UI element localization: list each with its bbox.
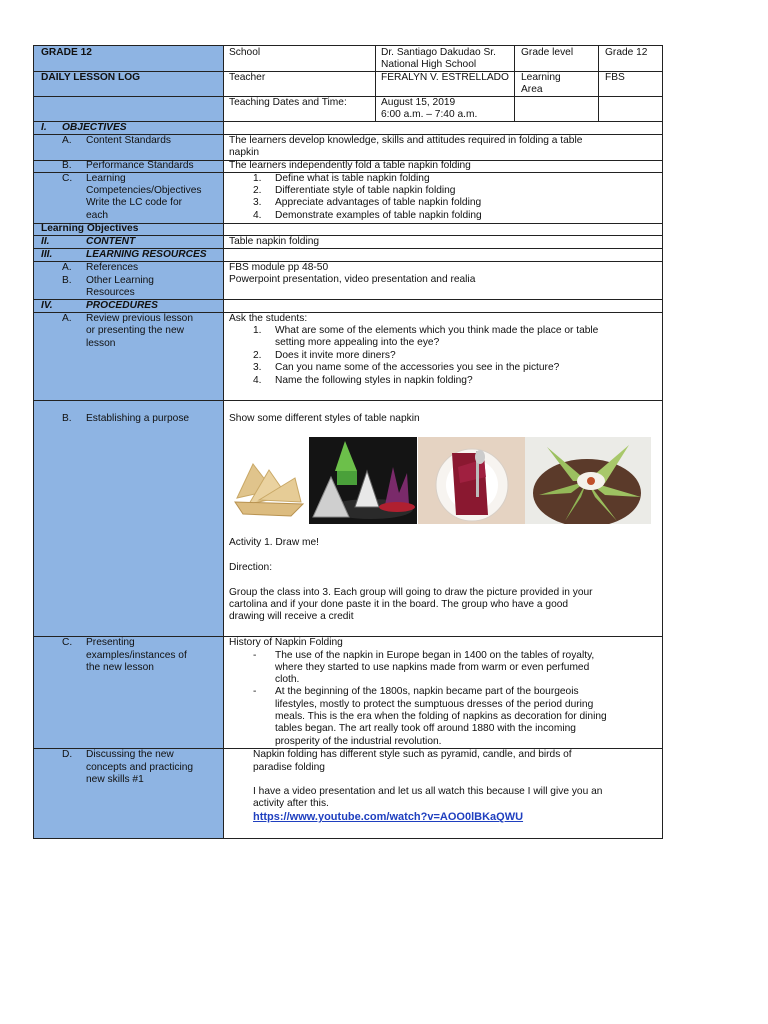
objectives-num: I. (41, 122, 47, 133)
napkin-photo-dark-set (309, 437, 417, 524)
a-intro: Ask the students: (229, 313, 308, 324)
procedures-num: IV. (41, 300, 53, 311)
youtube-link-wrap (253, 811, 523, 825)
ps-value: The learners independently fold a table napkin folding (229, 160, 471, 171)
grade-level-value: Grade 12 (605, 47, 648, 58)
b-activity: Activity 1. Draw me! (229, 537, 320, 548)
c-title: History of Napkin Folding (229, 637, 343, 648)
lc-label-3: Write the LC code for (86, 197, 183, 208)
content-num: II. (41, 236, 50, 247)
teacher-label: Teacher (229, 72, 266, 83)
dll-label: DAILY LESSON LOG (41, 72, 141, 83)
c-b2-line1: At the beginning of the 1800s, napkin became part of the bourgeois (275, 686, 579, 697)
c-b2-line2: lifestyles, mostly to protect the sumptuous dresses of the period during (275, 699, 594, 710)
cs-value-2: napkin (229, 147, 260, 158)
a-q2: Does it invite more diners? (275, 350, 396, 361)
cs-label: Content Standards (86, 135, 171, 146)
cs-letter: A. (62, 135, 72, 146)
lc-item-text: Appreciate advantages of table napkin folding (275, 197, 482, 208)
school-value-line2: National High School (381, 59, 477, 70)
a-q3-num: 3. (253, 362, 262, 373)
c-b1-line2: where they started to use napkins made from warm or even perfumed (275, 662, 590, 673)
c-bullet-2-dash: - (253, 686, 257, 697)
d-text-3: I have a video presentation and let us all watch this because I will give you an (253, 786, 603, 797)
a-q3: Can you name some of the accessories you see in the picture? (275, 362, 560, 373)
lc-item-num: 3. (253, 197, 262, 208)
c-label-2: examples/instances of (86, 650, 187, 661)
c-bullet-1-dash: - (253, 650, 257, 661)
lc-item-num: 2. (253, 185, 262, 196)
c-label-3: the new lesson (86, 662, 154, 673)
c-b1-line3: cloth. (275, 674, 300, 685)
a-q4-num: 4. (253, 375, 262, 386)
a-q2-num: 2. (253, 350, 262, 361)
a-q1-num: 1. (253, 325, 262, 336)
grade-label: GRADE 12 (41, 47, 92, 58)
ps-label: Performance Standards (86, 160, 194, 171)
b-direction: Direction: (229, 562, 273, 573)
lc-label-2: Competencies/Objectives (86, 185, 202, 196)
lc-item-num: 1. (253, 173, 262, 184)
d-label-1: Discussing the new (86, 749, 174, 760)
lc-item-num: 4. (253, 210, 262, 221)
a-q4: Name the following styles in napkin folding? (275, 375, 473, 386)
grade-level-label: Grade level (521, 47, 574, 58)
b-label: Establishing a purpose (86, 413, 190, 424)
b-text-1: Group the class into 3. Each group will going to draw the picture provided in your (229, 587, 593, 598)
teacher-value: FERALYN V. ESTRELLADO (381, 72, 509, 83)
lc-label-1: Learning (86, 173, 126, 184)
c-b1-line1: The use of the napkin in Europe began in 1400 on the tables of royalty, (275, 650, 595, 661)
ref-label: References (86, 262, 139, 273)
c-b2-line3: meals. This is the era when the folding of napkins as decoration for dining (275, 711, 607, 722)
ref-letter: A. (62, 262, 72, 273)
d-text-1: Napkin folding has different style such as pyramid, candle, and birds of (253, 749, 572, 760)
other-label-2: Resources (86, 287, 135, 298)
napkin-photo-tan-fan (229, 460, 309, 524)
a-q1-line2: setting more appealing into the eye? (275, 337, 440, 348)
c-letter: C. (62, 637, 73, 648)
b-text-2: cartolina and if your done paste it in the board. The group who have a good (229, 599, 569, 610)
learning-area-label-1: Learning (521, 72, 561, 83)
dates-value-2: 6:00 a.m. – 7:40 a.m. (381, 109, 478, 120)
school-label: School (229, 47, 261, 58)
other-letter: B. (62, 275, 72, 286)
other-value: Powerpoint presentation, video presentation and realia (229, 274, 476, 285)
lc-item-text: Define what is table napkin folding (275, 173, 430, 184)
objectives-title: OBJECTIVES (62, 122, 127, 133)
ps-letter: B. (62, 160, 72, 171)
learning-area-value: FBS (605, 72, 625, 83)
b-text-3: drawing will receive a credit (229, 611, 354, 622)
resources-title: LEARNING RESOURCES (86, 249, 207, 260)
a-letter: A. (62, 313, 72, 324)
header-blue-cell-empty (34, 97, 223, 122)
a-label-2: or presenting the new (86, 325, 184, 336)
lc-item-text: Demonstrate examples of table napkin folding (275, 210, 482, 221)
a-label-1: Review previous lesson (86, 313, 194, 324)
content-value: Table napkin folding (229, 236, 320, 247)
c-label-1: Presenting (86, 637, 135, 648)
d-text-4: activity after this. (253, 798, 329, 809)
d-label-3: new skills #1 (86, 774, 144, 785)
napkin-photo-red-plate (418, 437, 525, 524)
other-label-1: Other Learning (86, 275, 154, 286)
c-b2-line4: tables began. The art really took off around 1880 with the incoming (275, 723, 576, 734)
school-value-line1: Dr. Santiago Dakudao Sr. (381, 47, 496, 58)
d-label-2: concepts and practicing (86, 762, 194, 773)
a-q1-line1: What are some of the elements which you think made the place or table (275, 325, 599, 336)
content-title: CONTENT (86, 236, 136, 247)
d-letter: D. (62, 749, 73, 760)
lc-label-4: each (86, 210, 109, 221)
dates-value-1: August 15, 2019 (381, 97, 456, 108)
c-b2-line5: prosperity of the industrial revolution. (275, 736, 442, 747)
youtube-link[interactable]: https://www.youtube.com/watch?v=AOO0lBKaQWU (253, 811, 524, 823)
b-letter: B. (62, 413, 72, 424)
procedures-title: PROCEDURES (86, 300, 158, 311)
learning-area-label-2: Area (521, 84, 543, 95)
b-intro: Show some different styles of table napkin (229, 413, 420, 424)
ref-value: FBS module pp 48-50 (229, 262, 329, 273)
napkin-photo-green-lotus (525, 437, 651, 524)
lo-label: Learning Objectives (41, 223, 139, 234)
a-label-3: lesson (86, 338, 116, 349)
dates-label: Teaching Dates and Time: (229, 97, 347, 108)
lc-letter: C. (62, 173, 73, 184)
lc-item-text: Differentiate style of table napkin folding (275, 185, 456, 196)
resources-num: III. (41, 249, 53, 260)
d-text-2: paradise folding (253, 762, 325, 773)
cs-value-1: The learners develop knowledge, skills and attitudes required in folding a table (229, 135, 583, 146)
